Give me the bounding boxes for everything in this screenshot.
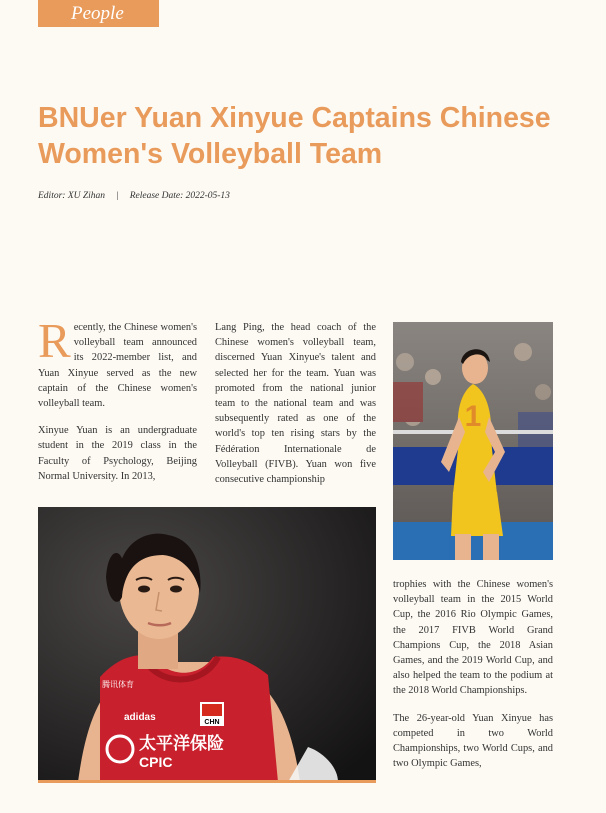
- article-column-3: [393, 577, 553, 783]
- paragraph: trophies with the Chinese women's volleyball team in the 2015 World Cup, the 2016 Rio Olympic Games, the 2017 FIVB World Grand Champions Cup, the 2018 Asian Games, and the 2019 World Cup, and also helped the team to the podium at the 2018 World Championships.: [393, 579, 553, 697]
- paragraph: The 26-year-old Yuan Xinyue has competed in two World Championships, two World Cups, and two Olympic Games,: [393, 712, 553, 770]
- article-meta: [38, 191, 230, 201]
- release-date: Release Date: 2022-05-13: [129, 191, 230, 201]
- article-column-1: [38, 313, 197, 496]
- photo-accent-rule: [38, 780, 376, 783]
- jersey-brand: adidas: [124, 712, 156, 723]
- jersey-sponsor: 太平洋保险: [139, 734, 224, 754]
- meta-separator: |: [116, 191, 119, 201]
- article-title: BNUer Yuan Xinyue Captains Chinese Women's Volleyball Team: [38, 102, 551, 170]
- photo-player-red-jersey: [38, 507, 376, 782]
- jersey-number: 1: [464, 400, 482, 433]
- shoulder-text: 腾讯体育: [102, 680, 134, 689]
- paragraph: Xinyue Yuan is an undergraduate student in the 2019 class in the Faculty of Psychology, Beijing Normal University. In 2013,: [38, 425, 197, 482]
- jersey-sponsor-en: CPIC: [139, 754, 173, 770]
- country-code: CHN: [204, 719, 220, 726]
- editor-credit: Editor: XU Zihan: [38, 191, 106, 201]
- paragraph: [38, 313, 197, 411]
- photo-player-yellow-jersey: [393, 322, 553, 560]
- paragraph: Lang Ping, the head coach of the Chinese women's volleyball team, discerned Yuan Xinyue's talent and selected her for the team. Yuan was promoted from the national junior team to the national team and was subsequently rated as one of the world's top ten rising stars by the Fédération Internationale de Volleyball (FIVB). Yuan won five consecutive championship: [215, 322, 376, 486]
- drop-cap: R: [38, 313, 71, 368]
- player-back-illustration: [393, 322, 553, 560]
- article-column-2: [215, 320, 376, 499]
- player-portrait-illustration: [38, 507, 376, 782]
- section-tab: People: [38, 0, 159, 27]
- paragraph-text: ecently, the Chinese women's volleyball team announced its 2022-member list, and Yuan Xinyue served as the new captain of the Chinese women's volleyball team.: [38, 322, 197, 410]
